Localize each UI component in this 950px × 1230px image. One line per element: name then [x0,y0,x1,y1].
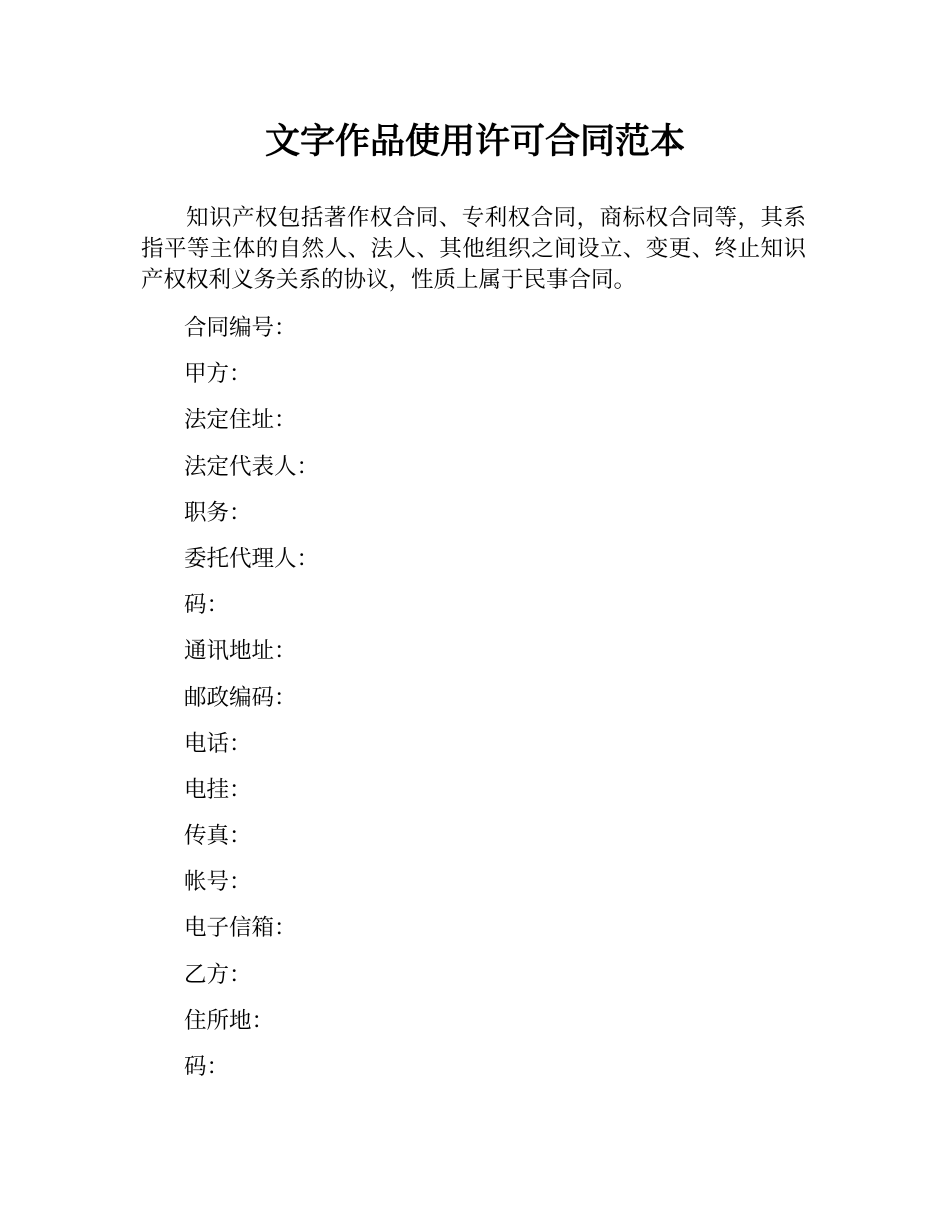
field-telegraph: 电挂： [184,776,252,803]
field-code-2: 码： [184,1054,230,1080]
field-contract-number: 合同编号： [184,315,297,341]
field-code: 码： [184,592,230,619]
field-mailing-address: 通讯地址： [184,638,297,665]
field-domicile: 住所地： [184,1007,275,1034]
document-title: 文字作品使用许可合同范本 [264,122,685,162]
field-position: 职务： [184,499,252,526]
field-authorized-agent: 委托代理人： [184,545,320,572]
field-legal-representative: 法定代表人： [184,453,320,480]
field-email: 电子信箱： [184,915,297,942]
field-fax: 传真： [184,823,252,850]
field-party-b: 乙方： [184,961,252,988]
field-party-a: 甲方： [184,361,252,388]
field-postal-code: 邮政编码： [184,684,297,711]
intro-paragraph: 知识产权包括著作权合同、专利权合同，商标权合同等，其系指平等主体的自然人、法人、其他组织之间设立、变更、终止知识产权权利义务关系的协议，性质上属于民事合同。 [141,205,806,293]
contract-fields-list [184,310,319,1095]
field-legal-address: 法定住址： [184,407,297,434]
field-account: 帐号： [184,869,252,896]
field-telephone: 电话： [184,730,252,757]
